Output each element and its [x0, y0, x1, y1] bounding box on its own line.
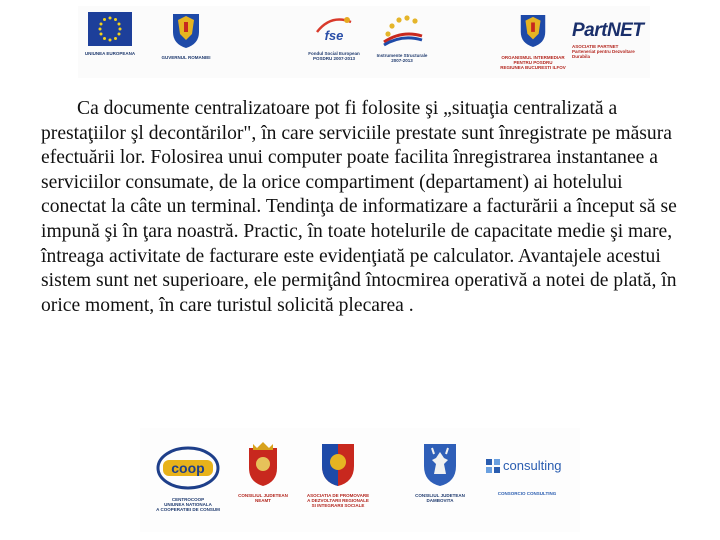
- intermediate-body-crest-icon: [517, 10, 549, 50]
- fse-logo: [298, 12, 370, 61]
- eu-caption: UNIUNEA EUROPEANA: [84, 51, 136, 56]
- neamt-crest-icon: [243, 440, 283, 488]
- structural-instruments-stars-icon: [378, 12, 426, 48]
- regional-development-association-logo: [302, 440, 374, 508]
- dambovita-county-council-logo: [408, 440, 472, 503]
- eu-flag-icon: [88, 12, 132, 46]
- centrocoop-caption: CENTROCOOP UNIUNEA NATIONALA A COOPERATIEI DE CONSUM: [156, 497, 220, 512]
- coop-wordmark: coop: [171, 460, 205, 476]
- structural-instruments-caption: Instrumente Structurale 2007-2013: [376, 53, 428, 63]
- partnet-caption: ASOCIATIE PARTNET Parteneriat pentru Dezvoltare Durabila: [572, 44, 635, 59]
- adr-caption: ASOCIATIA DE PROMOVARE A DEZVOLTARII REGIONALE SI INTEGRARII SOCIALE: [306, 493, 370, 508]
- dambovita-caption: CONSILIUL JUDETEAN DAMBOVITA: [415, 493, 465, 503]
- consulting-wordmark: consulting: [503, 458, 562, 473]
- intermediate-body-caption: ORGANISMUL INTERMEDIAR PENTRU POSDRU REGIUNEA BUCURESTI ILFOV: [500, 55, 566, 70]
- neamt-caption: CONSILIUL JUDETEAN NEAMT: [238, 493, 288, 503]
- fse-mark-text: fse: [324, 28, 344, 43]
- structural-instruments-logo: [368, 12, 436, 63]
- fse-mark-icon: [311, 12, 357, 46]
- government-logo: [152, 10, 220, 60]
- fse-caption: Fondul Social European POSDRU 2007-2013: [308, 51, 360, 61]
- neamt-county-council-logo: [232, 440, 294, 503]
- intermediate-body-logo: [498, 10, 568, 70]
- adr-shield-icon: [318, 440, 358, 488]
- consulting-grid-icon: [486, 459, 500, 473]
- coop-emblem-icon: [153, 442, 223, 492]
- dambovita-deer-crest-icon: [420, 440, 460, 488]
- eu-logo: [82, 12, 138, 56]
- partnet-logo: [572, 20, 648, 59]
- centrocoop-logo: [148, 442, 228, 512]
- romanian-coat-of-arms-icon: [169, 10, 203, 50]
- government-caption: GUVERNUL ROMANIEI: [161, 55, 211, 60]
- consorcio-consulting-logo: [486, 458, 568, 496]
- partnet-wordmark: PartNET: [572, 20, 644, 41]
- body-paragraph: Ca documente centralizatoare pot fi folosite şi „situaţia centralizată a prestaţiilor şl decontărilor", în care serviciile prestate sunt înregistrate pe măsura efectuării lor. Folosirea unui computer poate facilita înregistrarea instantanee a serviciilor consumate, de la orice compartiment (departament) ai hotelului conectat la câte un terminal. Tendinţa de informatizare a facturării a început să se impună şi în ţara noastră. Practic, în toate hotelurile de capacitate medie şi mare, întreaga activitate de facturare este evidenţiată pe calculator. Avantajele acestui sistem sunt net superioare, ele permiţând întocmirea operativă a notei de plată, în orice moment, în care turistul solicită plecarea .: [41, 98, 677, 316]
- consulting-caption: CONSORCIO CONSULTING: [497, 491, 557, 496]
